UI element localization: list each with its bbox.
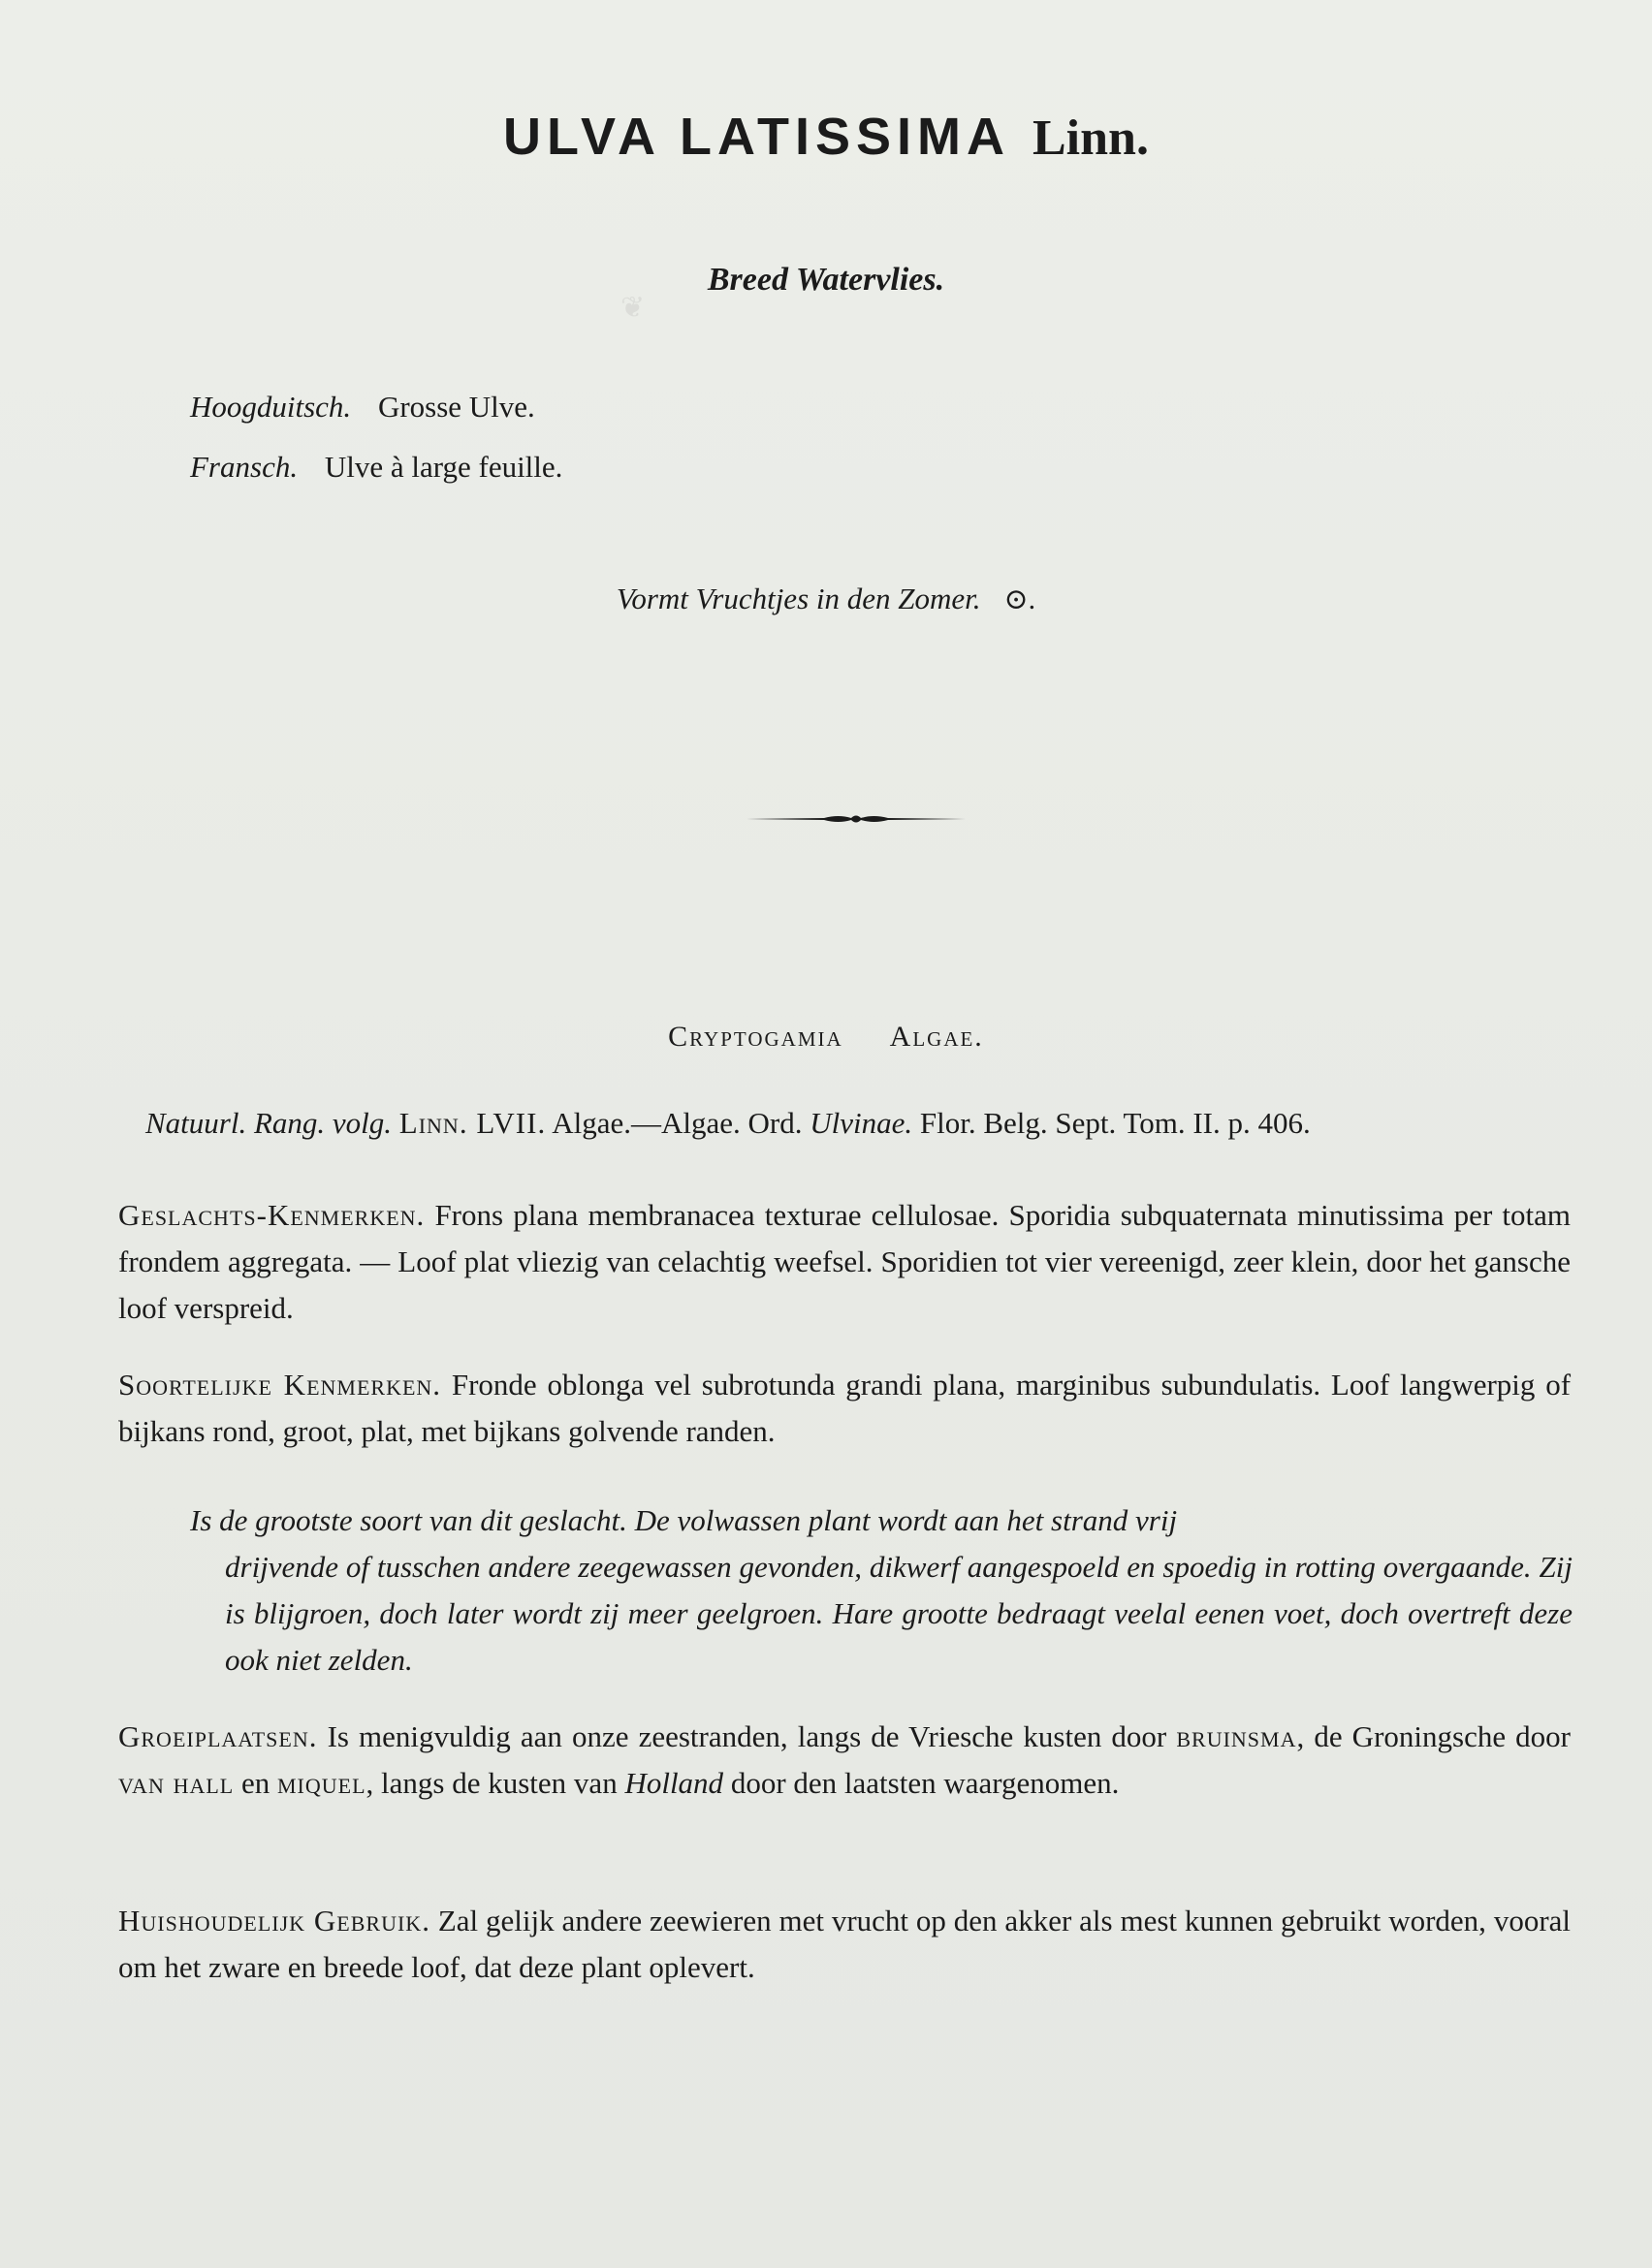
collector-bruinsma: bruinsma	[1176, 1719, 1297, 1753]
section-text: Frons plana membranacea texturae cellulosae. Sporidia subquaternata minutissima per totam frondem aggregata. — Loof plat vliezig van celachtig weefsel. Sporidien tot vier vereenigd, zeer klein, door het gansche loof verspreid.	[118, 1198, 1571, 1325]
section-head: Soortelijke Kenmerken.	[118, 1368, 442, 1402]
section-text: Zal gelijk andere zeewieren met vrucht op den akker als mest kunnen gebruikt worden, vooral om het zware en breede loof, dat deze plant oplevert.	[118, 1904, 1572, 1984]
habitat-text-2: , de Groningsche door	[1296, 1719, 1572, 1753]
synonym-language: Fransch.	[190, 450, 299, 484]
common-name: Breed Watervlies.	[707, 262, 945, 298]
section-head: Huishoudelijk Gebruik.	[118, 1904, 430, 1937]
species-characters	[118, 1362, 1571, 1455]
synonym-french	[190, 450, 562, 485]
habitat-text-3: en	[240, 1766, 270, 1800]
household-use	[118, 1898, 1571, 1991]
synonym-german	[190, 390, 535, 425]
section-head: Geslachts-Kenmerken.	[118, 1198, 426, 1232]
note-first-line: Is de grootste soort van dit geslacht. De volwassen plant wordt aan het strand vrij	[190, 1503, 1178, 1537]
synonym-name: Ulve à large feuille.	[324, 450, 563, 484]
synonym-name: Grosse Ulve.	[377, 390, 535, 424]
classification-heading	[0, 1021, 1652, 1054]
natural-rank-line	[145, 1106, 1311, 1141]
rank-algae: Algae.—Algae. Ord.	[552, 1106, 803, 1140]
collector-van-hall: van hall	[118, 1766, 235, 1800]
class-label: Cryptogamia	[668, 1021, 843, 1053]
rank-flora: Flor. Belg. Sept. Tom. II. p. 406.	[919, 1106, 1311, 1140]
habitat-text-1: Is menigvuldig aan onze zeestranden, langs de Vriesche kusten door	[327, 1719, 1167, 1753]
habitat-text-4: , langs de kusten van	[365, 1766, 618, 1800]
annual-symbol-icon: ⊙.	[1003, 583, 1036, 615]
habitat	[118, 1714, 1571, 1807]
section-text: Fronde oblonga vel subrotunda grandi plana, marginibus subundulatis. Loof langwerpig of bijkans rond, groot, plat, met bijkans golvende randen.	[118, 1368, 1572, 1448]
species-name: ULVA LATISSIMA	[503, 108, 1008, 166]
ornament-divider-icon	[747, 809, 966, 829]
order-label: Algae.	[889, 1021, 984, 1053]
note-rest: drijvende of tusschen andere zeegewassen gevonden, dikwerf aangespoeld en spoedig in rotting overgaande. Zij is blijgroen, doch later wordt zij meer geelgroen. Hare grootte bedraagt veelal eenen voet, doch overtreft deze ook niet zelden.	[225, 1550, 1573, 1677]
habitat-place: Holland	[624, 1766, 724, 1800]
rank-label: Natuurl. Rang. volg.	[145, 1106, 393, 1140]
fruiting-text: Vormt Vruchtjes in den Zomer.	[616, 582, 981, 615]
synonym-language: Hoogduitsch.	[190, 390, 352, 424]
section-head: Groeiplaatsen.	[118, 1719, 318, 1753]
species-author: Linn.	[1032, 110, 1149, 166]
habitat-text-5: door den laatsten waargenomen.	[730, 1766, 1120, 1800]
show-through-ghost: ❦	[620, 292, 646, 324]
page-title	[0, 107, 1652, 167]
genus-characters	[118, 1192, 1571, 1332]
collector-miquel: miquel	[277, 1766, 366, 1800]
rank-order: Ulvinae.	[810, 1106, 913, 1140]
species-note	[190, 1497, 1573, 1684]
fruiting-season	[0, 582, 1652, 616]
rank-linnaeus: Linn. LVII.	[398, 1106, 547, 1140]
